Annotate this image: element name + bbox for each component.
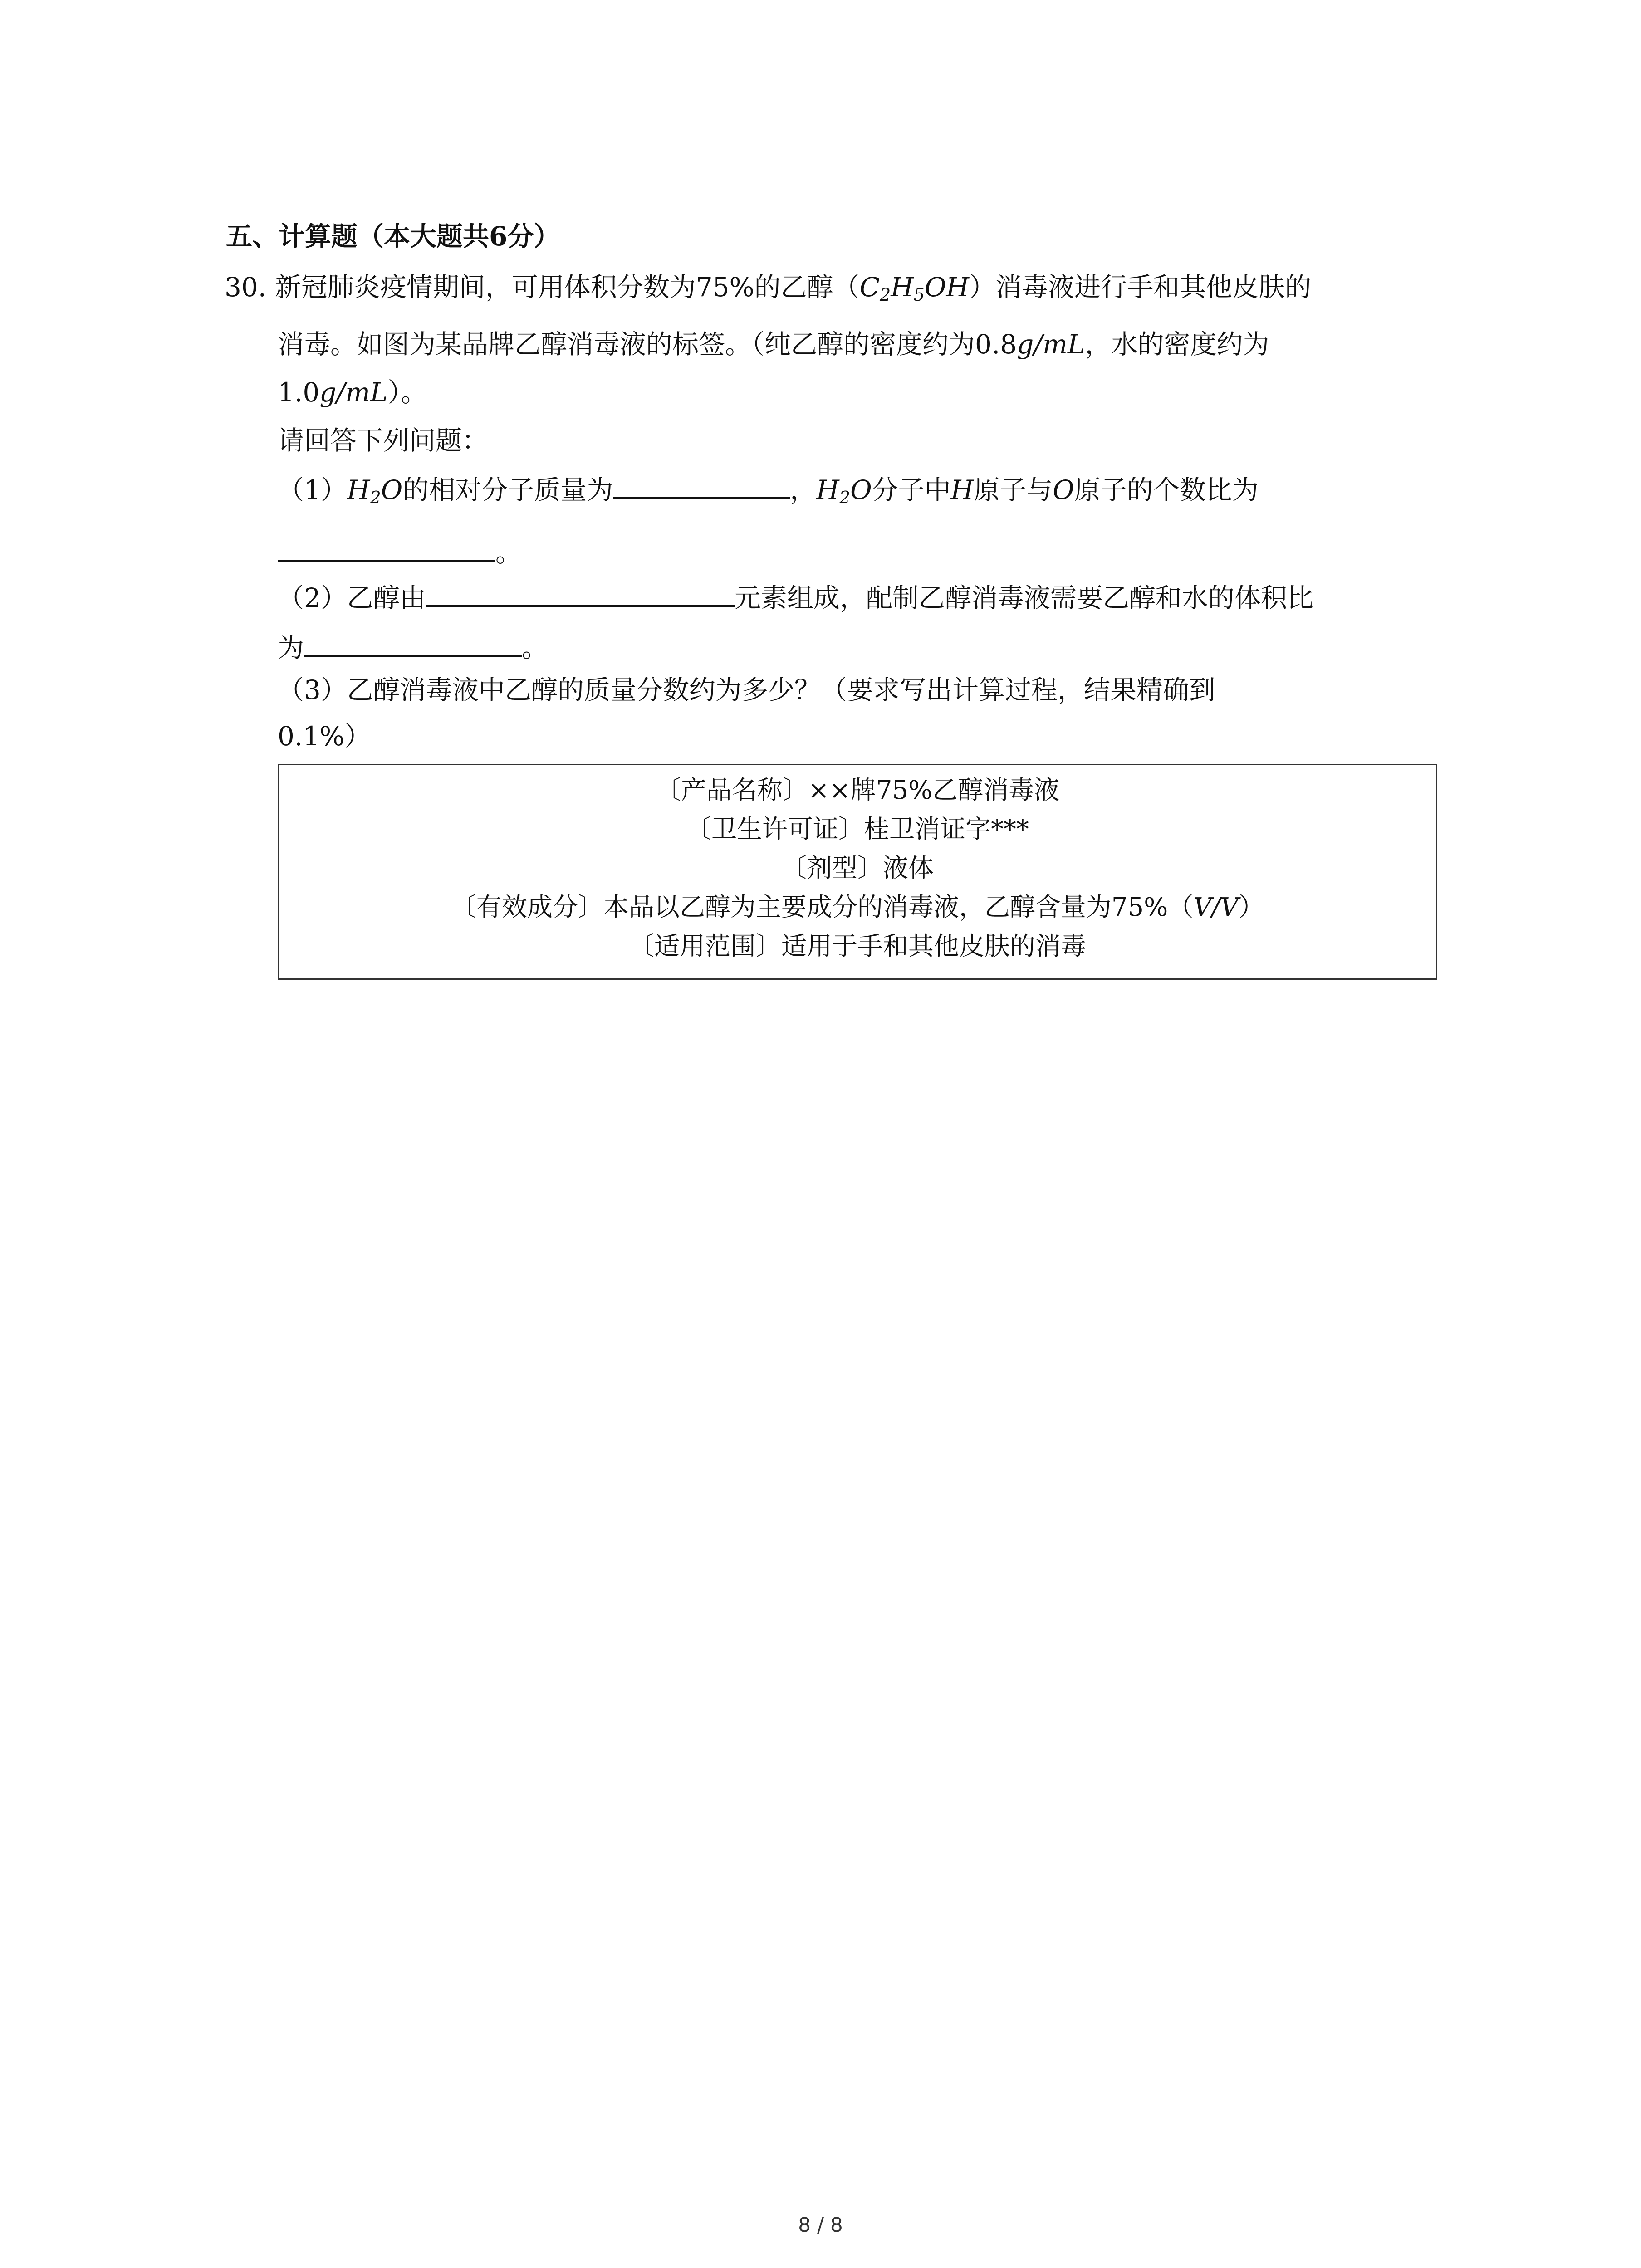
sub-question-1-cont: 。 — [278, 536, 522, 566]
label-active-ingredient: 〔有效成分〕本品以乙醇为主要成分的消毒液，乙醇含量为75%（V/V） — [451, 893, 1264, 922]
page-number: 8 / 8 — [798, 2214, 843, 2237]
question-stem-text: ）消毒液进行手和其他皮肤的 — [969, 272, 1312, 303]
sub-question-2-cont: 为 。 — [278, 632, 549, 663]
formula-water: $H_2O$ — [816, 474, 872, 508]
label-dosage-form: 〔剂型〕液体 — [781, 854, 934, 883]
question-30-line-3: 1.0g/mL）。 — [278, 377, 427, 408]
question-30-line-1 — [225, 272, 1312, 305]
answer-blank-2[interactable] — [278, 536, 495, 562]
sub-question-2: （2）乙醇由 元素组成，配制乙醇消毒液需要乙醇和水的体积比 — [278, 582, 1313, 613]
unit-density: g/mL — [319, 377, 388, 408]
formula-ethanol: $C_2H_5OH$ — [859, 272, 970, 305]
unit-density: g/mL — [1017, 329, 1085, 360]
answer-prompt: 请回答下列问题： — [278, 425, 489, 456]
question-30-line-2: 消毒。如图为某品牌乙醇消毒液的标签。（纯乙醇的密度约为0.8g/mL，水的密度约为 — [278, 329, 1269, 360]
label-product-name: 〔产品名称〕××牌75%乙醇消毒液 — [655, 776, 1060, 805]
label-hygiene-license: 〔卫生许可证〕桂卫消证字*** — [686, 815, 1029, 844]
sub-question-1: $(1)H_2O$的相对分子质量为 ，$H_2O$分子中H原子与O原子的个数比为 — [278, 474, 1259, 508]
answer-blank-4[interactable] — [304, 631, 522, 657]
answer-blank-1[interactable] — [613, 474, 790, 499]
section-header: 五、计算题（本大题共6分） — [226, 221, 560, 252]
question-stem-text: 新冠肺炎疫情期间，可用体积分数为75%的乙醇（ — [274, 272, 860, 303]
label-scope: 〔适用范围〕适用于手和其他皮肤的消毒 — [629, 932, 1086, 961]
sub-question-3-line-1: （3）乙醇消毒液中乙醇的质量分数约为多少？（要求写出计算过程，结果精确到 — [278, 675, 1215, 705]
product-label-box — [278, 764, 1437, 980]
question-number: 30. — [225, 272, 267, 303]
formula-water: $H_2O$ — [347, 474, 403, 508]
sub-question-3-line-2: 0.1%） — [278, 721, 371, 752]
answer-blank-3[interactable] — [426, 582, 735, 607]
